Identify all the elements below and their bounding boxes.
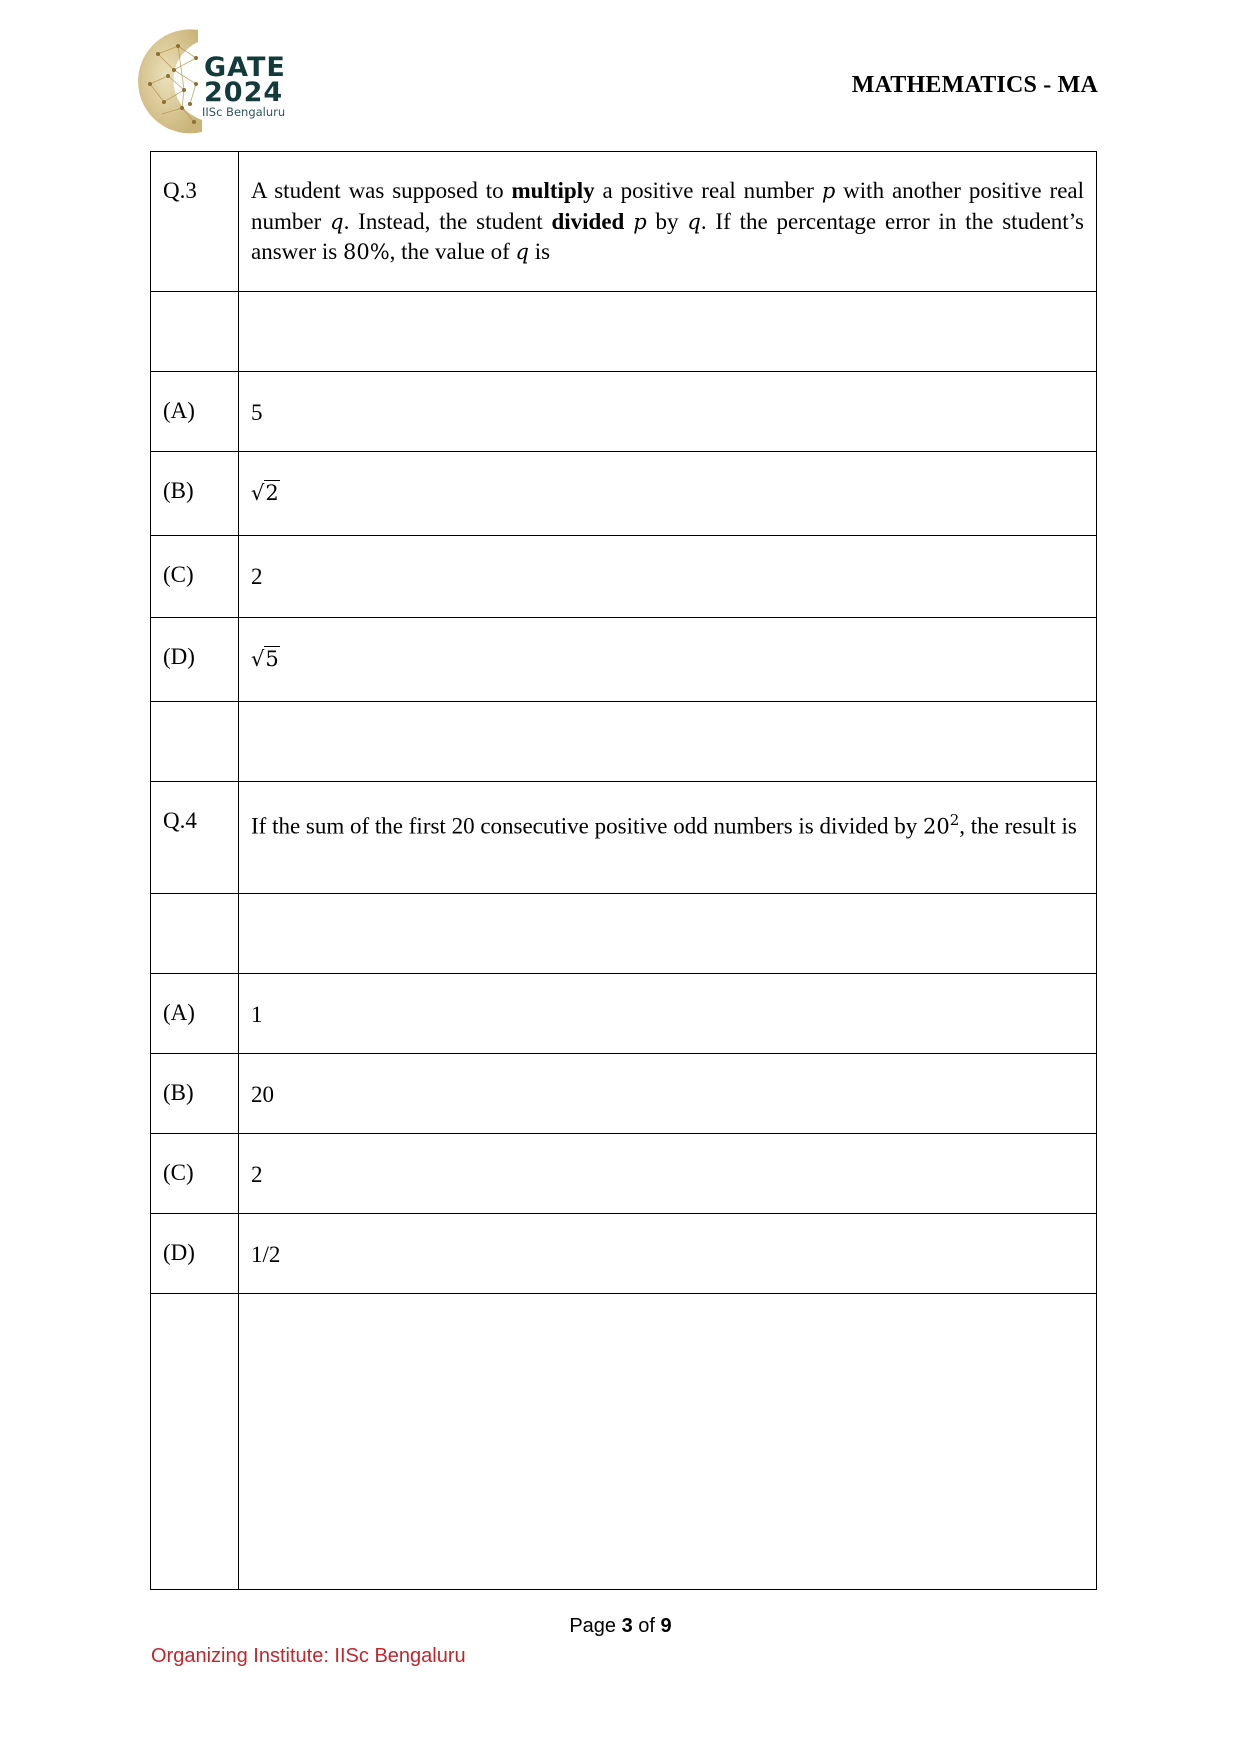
option-row: [151, 1134, 1097, 1214]
radical-sign: √: [251, 481, 265, 505]
math-variable: q: [687, 209, 701, 234]
spacer-cell: [239, 702, 1097, 782]
option-label: (D): [151, 1214, 239, 1294]
question-number: Q.4: [151, 782, 239, 894]
question-number: Q.3: [151, 152, 239, 292]
question-text-segment: , the value of: [389, 239, 516, 264]
option-value: 5: [239, 372, 1097, 452]
spacer-cell: [239, 1294, 1097, 1590]
blank-row: [151, 292, 1097, 372]
option-label: (A): [151, 372, 239, 452]
page-current: 3: [621, 1615, 633, 1637]
math-number: 20: [923, 814, 950, 839]
option-label: (D): [151, 618, 239, 702]
question-row: [151, 782, 1097, 894]
page-of: of: [632, 1615, 661, 1637]
option-value: [239, 618, 1097, 702]
question-text-segment: with another positive real number: [251, 178, 1085, 234]
option-value: [239, 452, 1097, 536]
math-variable: q: [330, 209, 344, 234]
math-number: 80%: [342, 240, 390, 264]
option-value: 1: [239, 974, 1097, 1054]
question-text: [239, 782, 1097, 894]
spacer-cell: [239, 292, 1097, 372]
question-text-segment: a positive real number: [594, 178, 822, 203]
option-row: [151, 372, 1097, 452]
option-label: (C): [151, 536, 239, 618]
question-text-segment: . Instead, the student: [343, 208, 552, 234]
page-prefix: Page: [569, 1615, 622, 1637]
radicand: 5: [265, 647, 279, 671]
option-row: [151, 452, 1097, 536]
spacer-cell: [239, 894, 1097, 974]
question-row: [151, 152, 1097, 292]
gate-2024-logo: [138, 24, 298, 136]
math-variable: p: [633, 209, 647, 234]
option-value: 20: [239, 1054, 1097, 1134]
math-variable: p: [821, 179, 836, 203]
radical-sign: √: [251, 647, 265, 671]
logo-year-text: 2024: [204, 77, 284, 108]
option-row: [151, 974, 1097, 1054]
question-table: [150, 151, 1097, 1590]
option-value: 2: [239, 1134, 1097, 1214]
paper-title: MATHEMATICS - MA: [851, 72, 1098, 98]
math-variable: q: [515, 240, 529, 264]
blank-row: [151, 702, 1097, 782]
spacer-cell: [151, 292, 239, 372]
page-total: 9: [660, 1615, 672, 1637]
option-value: 1/2: [239, 1214, 1097, 1294]
logo-gate-text: GATE: [204, 52, 286, 83]
option-row: [151, 618, 1097, 702]
bold-term: divided: [551, 208, 625, 234]
question-text-segment: If the sum of the first 20 consecutive positive odd numbers is divided by: [251, 813, 923, 839]
spacer-cell: [151, 702, 239, 782]
blank-row: [151, 894, 1097, 974]
question-text: [239, 152, 1097, 292]
option-row: [151, 1054, 1097, 1134]
question-text-segment: [624, 209, 633, 234]
option-label: (B): [151, 1054, 239, 1134]
spacer-cell: [151, 894, 239, 974]
question-text-segment: , the result is: [959, 813, 1077, 839]
option-row: [151, 1214, 1097, 1294]
option-value: 2: [239, 536, 1097, 618]
square-root: [251, 646, 280, 671]
spacer-cell: [151, 1294, 239, 1590]
blank-row: [151, 1294, 1097, 1590]
option-label: (B): [151, 452, 239, 536]
page-number: [0, 1615, 1241, 1638]
radicand: 2: [265, 481, 279, 505]
square-root: [251, 480, 280, 505]
organizing-institute: Organizing Institute: IISc Bengaluru: [151, 1645, 466, 1667]
question-text-segment: is: [528, 239, 551, 264]
question-text-segment: A student was supposed to: [251, 178, 512, 203]
math-exponent: 2: [949, 811, 960, 829]
option-label: (A): [151, 974, 239, 1054]
option-label: (C): [151, 1134, 239, 1214]
bold-term: multiply: [511, 178, 595, 203]
question-text-segment: . If the percentage error in the student’s answer is: [251, 208, 1085, 264]
option-row: [151, 536, 1097, 618]
logo-institute-text: IISc Bengaluru: [202, 105, 286, 119]
question-text-segment: by: [646, 208, 688, 234]
